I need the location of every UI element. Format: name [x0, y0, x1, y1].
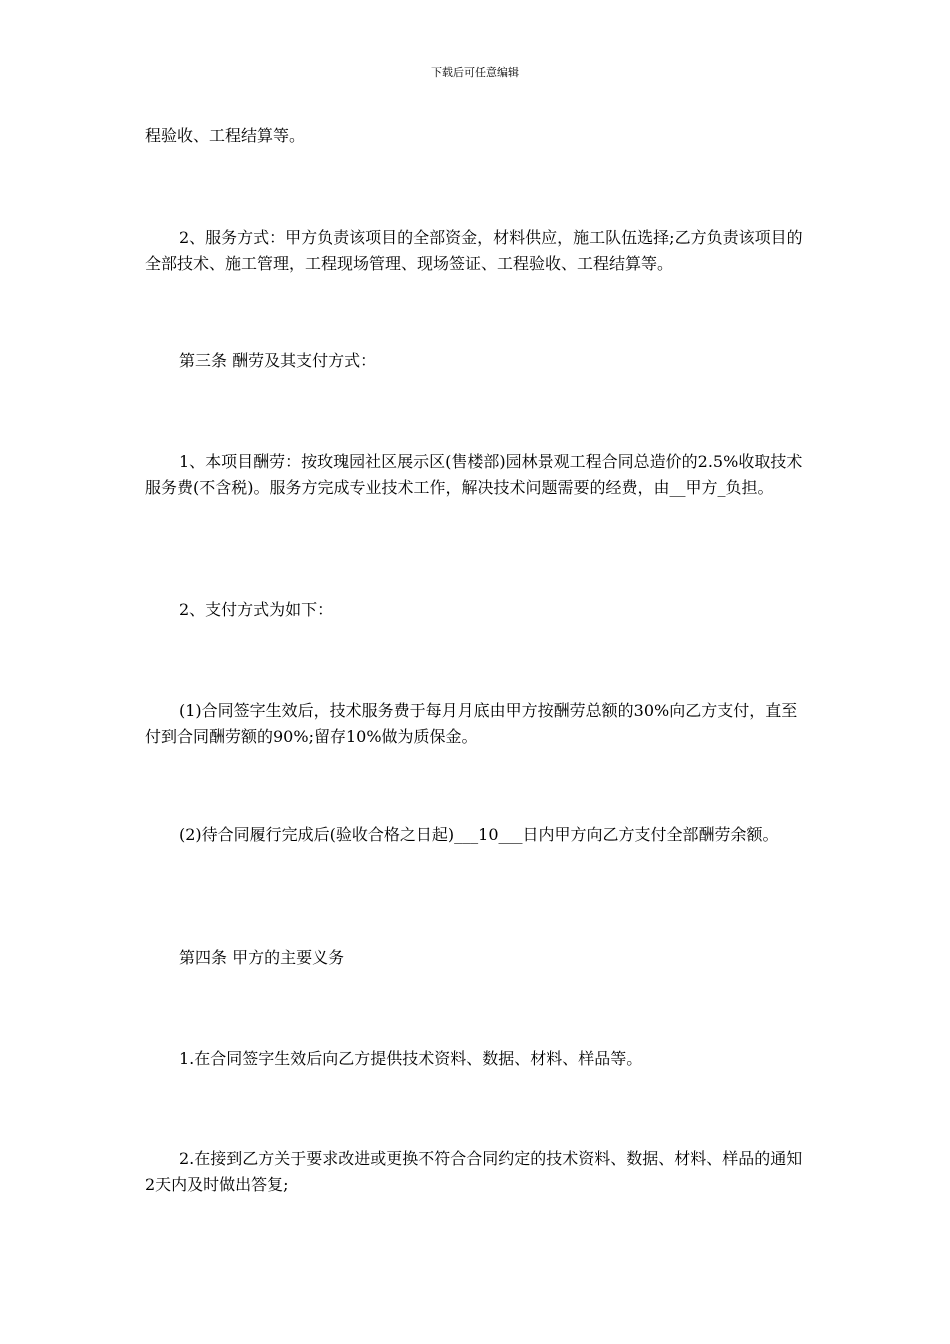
paragraph-remuneration: 1、本项目酬劳：按玫瑰园社区展示区(售楼部)园林景观工程合同总造价的2.5%收取技术服务费(不含税)。服务方完成专业技术工作，解决技术问题需要的经费，由__甲方_负担。	[145, 452, 803, 497]
paragraph-obligation-2: 2.在接到乙方关于要求改进或更换不符合合同约定的技术资料、数据、材料、样品的通知2天内及时做出答复;	[145, 1149, 803, 1194]
paragraph-payment-item-2: (2)待合同履行完成后(验收合格之日起)___10___日内甲方向乙方支付全部酬劳余额。	[179, 825, 779, 844]
paragraph-obligation-1: 1.在合同签字生效后向乙方提供技术资料、数据、材料、样品等。	[179, 1049, 643, 1068]
paragraph-payment-item-1: (1)合同签字生效后，技术服务费于每月月底由甲方按酬劳总额的30%向乙方支付，直至付到合同酬劳额的90%;留存10%做为质保金。	[145, 701, 798, 746]
page-header-note: 下载后可任意编辑	[431, 66, 519, 79]
paragraph-service-method: 2、服务方式：甲方负责该项目的全部资金，材料供应，施工队伍选择;乙方负责该项目的全部技术、施工管理，工程现场管理、现场签证、工程验收、工程结算等。	[145, 228, 803, 273]
section-heading-article-3: 第三条 酬劳及其支付方式：	[179, 351, 377, 370]
paragraph-continuation: 程验收、工程结算等。	[145, 126, 306, 145]
paragraph-payment-method: 2、支付方式为如下：	[179, 600, 334, 619]
section-heading-article-4: 第四条 甲方的主要义务	[179, 948, 345, 967]
